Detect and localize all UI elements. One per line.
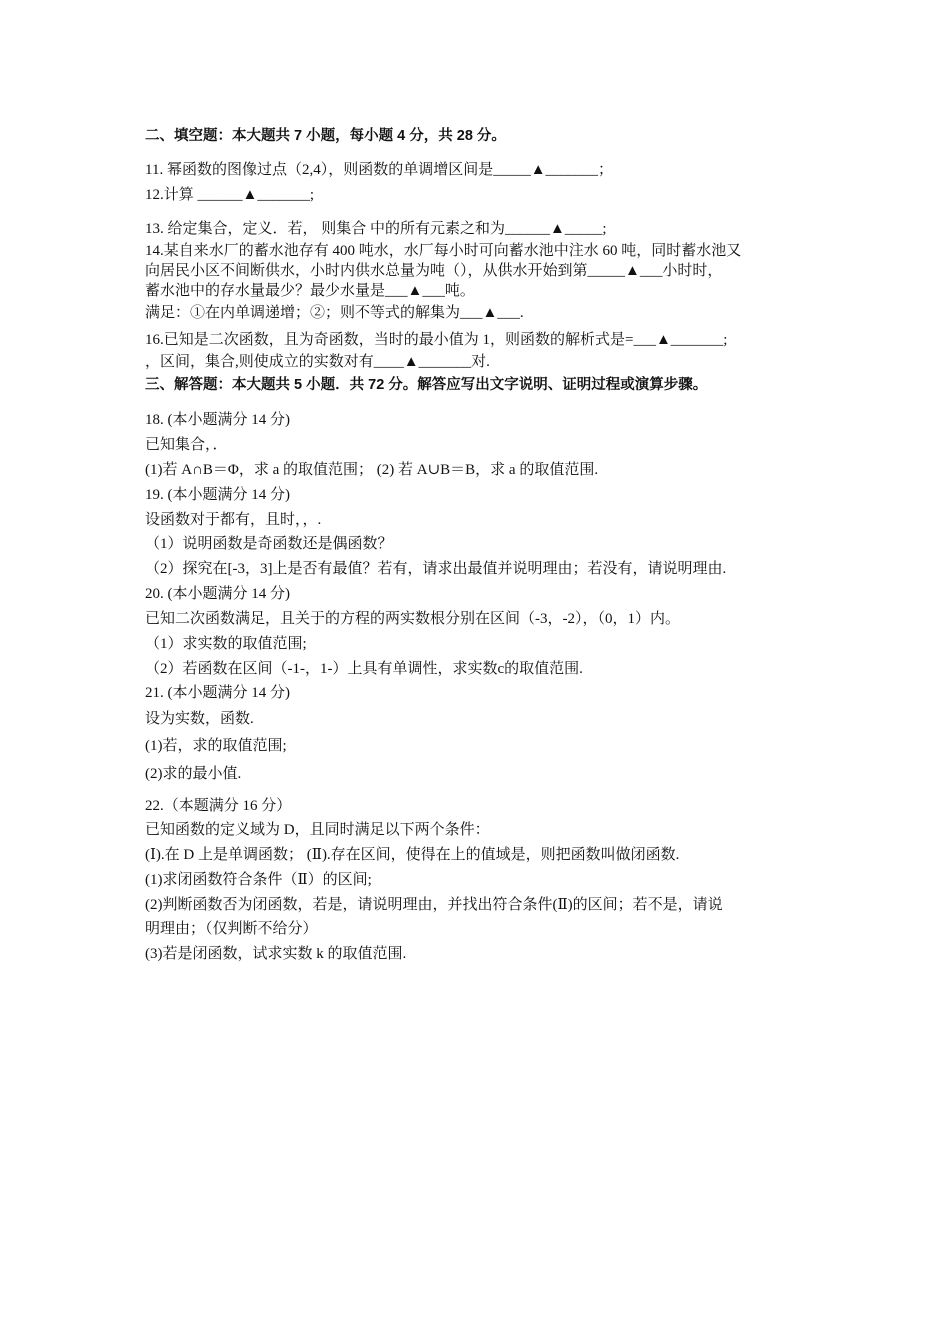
question-13: 13. 给定集合，定义．若， 则集合 中的所有元素之和为______▲_____; [145, 221, 607, 237]
question-22-line-3: (1)求闭函数符合条件（Ⅱ）的区间; [145, 872, 372, 888]
question-19-line-1: 设函数对于都有，且时，，. [145, 512, 322, 528]
question-21-line-2: (1)若，求的取值范围; [145, 738, 287, 754]
question-20-line-1: 已知二次函数满足，且关于的方程的两实数根分别在区间（-3，-2），（0，1）内。 [145, 611, 680, 627]
question-20-line-2: （1）求实数的取值范围; [145, 636, 307, 652]
question-21-line-3: (2)求的最小值. [145, 766, 242, 782]
question-19-line-2: （1）说明函数是奇函数还是偶函数？ [145, 536, 393, 552]
question-18-line-2: (1)若 A∩B＝Φ，求 a 的取值范围； (2) 若 A∪B＝B，求 a 的取值范围. [145, 462, 599, 478]
section-3-heading: 三、解答题：本大题共 5 小题．共 72 分。解答应写出文字说明、证明过程或演算步骤。 [145, 377, 708, 393]
question-12: 12.计算 ______▲_______; [145, 187, 315, 203]
question-22-line-6: (3)若是闭函数，试求实数 k 的取值范围. [145, 946, 407, 962]
question-22-title: 22.（本题满分 16 分） [145, 798, 292, 814]
question-19-line-3: （2）探究在[-3，3]上是否有最值？若有，请求出最值并说明理由；若没有，请说明理由. [145, 561, 727, 577]
question-22-line-1: 已知函数的定义域为 D，且同时满足以下两个条件： [145, 822, 490, 838]
question-19-title: 19. (本小题满分 14 分) [145, 487, 290, 503]
question-21-line-1: 设为实数，函数. [145, 711, 254, 727]
question-22-line-5: 明理由；（仅判断不给分） [145, 921, 318, 937]
question-14-line-1: 14.某自来水厂的蓄水池存有 400 吨水，水厂每小时可向蓄水池中注水 60 吨，同时蓄水池又 [145, 243, 742, 259]
question-14-line-3: 蓄水池中的存水量最少？最少水量是___▲___吨。 [145, 283, 475, 299]
question-22-line-4: (2)判断函数否为闭函数，若是，请说明理由，并找出符合条件(Ⅱ)的区间；若不是，请说 [145, 897, 723, 913]
question-18-line-1: 已知集合，． [145, 437, 228, 453]
question-17: ，区间，集合,则使成立的实数对有____▲_______对. [145, 354, 490, 370]
question-20-title: 20. (本小题满分 14 分) [145, 586, 290, 602]
question-15: 满足：①在内单调递增；②；则不等式的解集为___▲___. [145, 305, 524, 321]
question-20-line-3: （2）若函数在区间（-1-，1-）上具有单调性，求实数c的取值范围. [145, 661, 583, 677]
question-21-title: 21. (本小题满分 14 分) [145, 685, 290, 701]
question-22-line-2: (Ⅰ).在 D 上是单调函数； (Ⅱ).存在区间，使得在上的值域是，则把函数叫做闭函数. [145, 847, 680, 863]
question-18-title: 18. (本小题满分 14 分) [145, 412, 290, 428]
question-14-line-2: 向居民小区不间断供水，小时内供水总量为吨（），从供水开始到第_____▲___小时时， [145, 263, 723, 279]
question-11: 11. 幂函数的图像过点（2,4），则函数的单调增区间是_____▲_______； [145, 162, 614, 178]
question-16: 16.已知是二次函数，且为奇函数，当时的最小值为 1，则函数的解析式是=___▲_______; [145, 332, 728, 348]
section-2-heading: 二、填空题：本大题共 7 小题，每小题 4 分，共 28 分。 [145, 128, 506, 144]
